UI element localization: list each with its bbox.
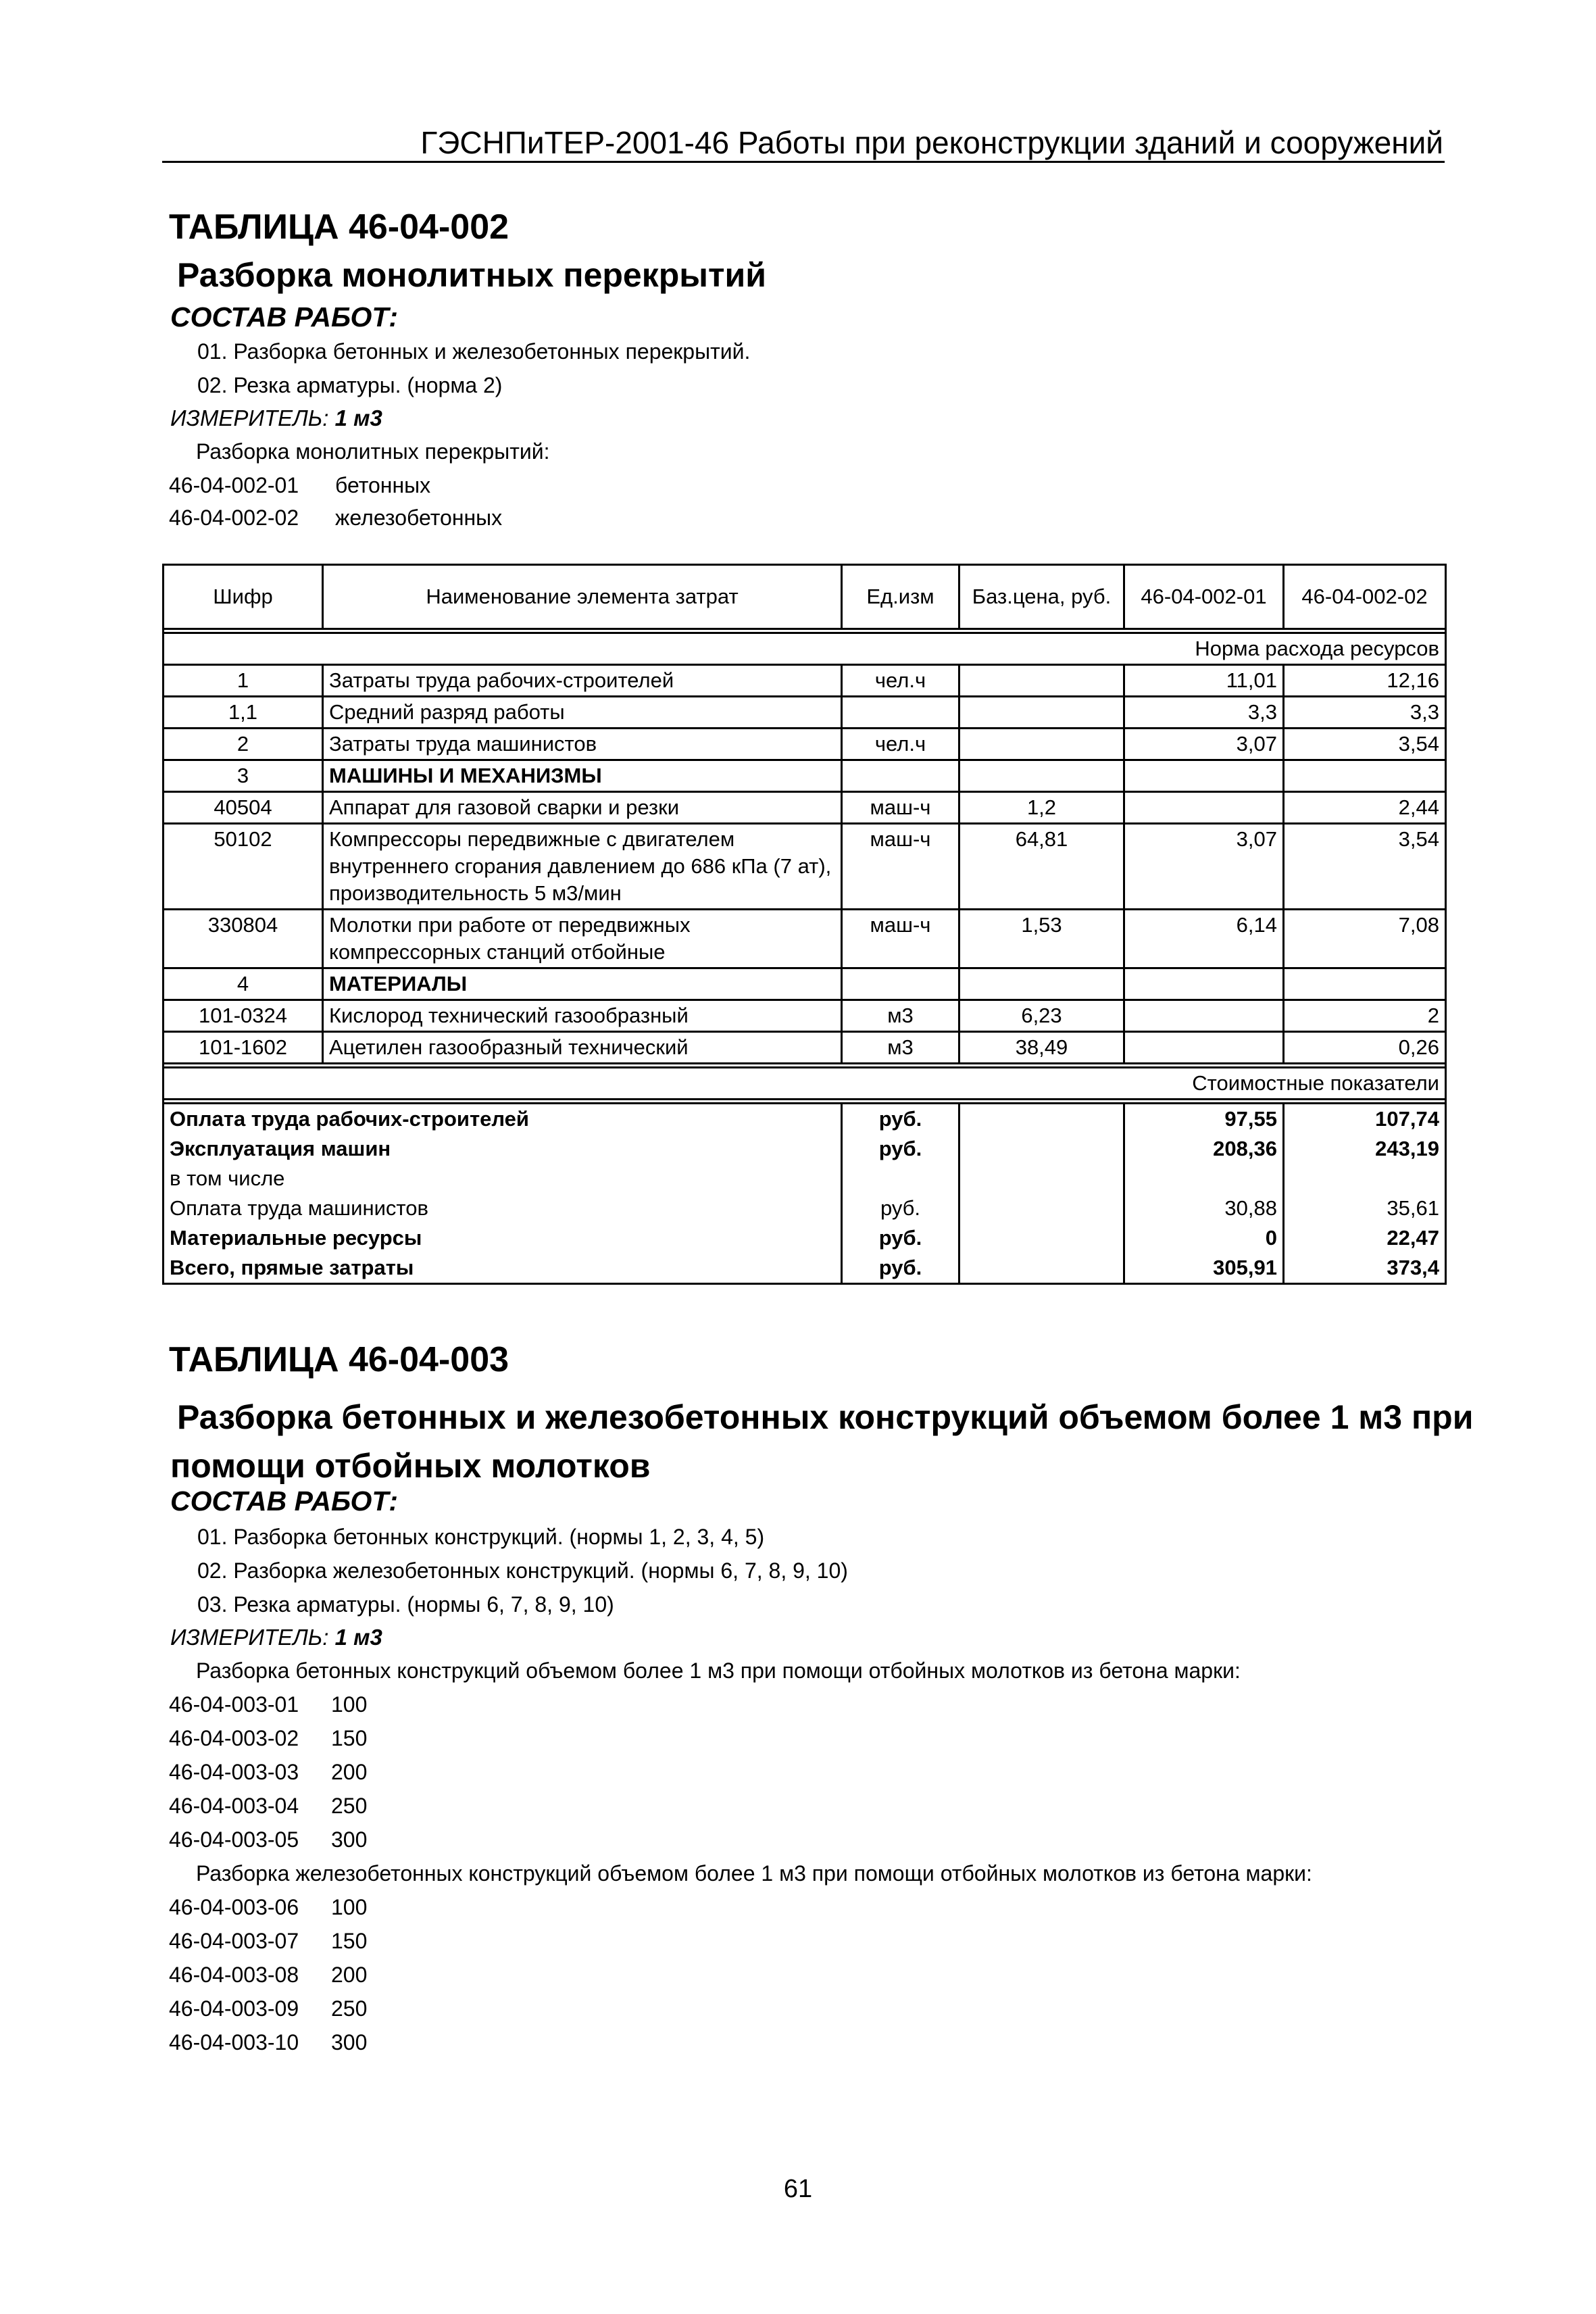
row-price: 38,49 — [959, 1032, 1124, 1064]
meter-label: ИЗМЕРИТЕЛЬ: — [170, 405, 329, 430]
row-value-02: 3,54 — [1284, 729, 1446, 760]
row-unit: м3 — [842, 1032, 959, 1064]
row-name: Затраты труда рабочих-строителей — [323, 665, 842, 697]
row-unit — [842, 760, 959, 792]
cost-value-02: 243,19 — [1284, 1134, 1446, 1164]
column-header: Ед.изм — [842, 565, 959, 629]
row-value-02: 7,08 — [1284, 910, 1446, 968]
cost-unit: руб. — [842, 1193, 959, 1223]
norm-header-row — [164, 633, 1446, 665]
concrete-grade: 200 — [331, 1760, 368, 1784]
row-value-01 — [1124, 1032, 1284, 1064]
concrete-grade: 150 — [331, 1726, 368, 1750]
table-row — [164, 760, 1446, 792]
table-row — [164, 729, 1446, 760]
row-value-02 — [1284, 760, 1446, 792]
row-value-02 — [1284, 968, 1446, 1000]
column-header: Шифр — [164, 565, 323, 629]
table-row — [164, 697, 1446, 729]
cost-unit: руб. — [842, 1104, 959, 1135]
cost-value-02: 107,74 — [1284, 1104, 1446, 1135]
table1-item-code: 46-04-002-01 — [169, 473, 299, 497]
running-header: ГЭСНПиТЕР-2001-46 Работы при реконструкции зданий и сооружений — [420, 125, 1443, 160]
cost-name: Оплата труда машинистов — [164, 1193, 842, 1223]
table1-item-code: 46-04-002-02 — [169, 506, 299, 530]
table1-intro: Разборка монолитных перекрытий: — [196, 439, 550, 464]
concrete-grade: 150 — [331, 1929, 368, 1953]
row-unit: чел.ч — [842, 729, 959, 760]
row-value-01: 3,3 — [1124, 697, 1284, 729]
row-code: 40504 — [164, 792, 323, 824]
column-header: 46-04-002-01 — [1124, 565, 1284, 629]
row-price: 1,53 — [959, 910, 1124, 968]
cost-row — [164, 1193, 1446, 1223]
cost-name: Материальные ресурсы — [164, 1223, 842, 1253]
row-value-01 — [1124, 968, 1284, 1000]
row-value-02: 2 — [1284, 1000, 1446, 1032]
row-value-01: 11,01 — [1124, 665, 1284, 697]
row-code: 50102 — [164, 824, 323, 910]
row-price — [959, 760, 1124, 792]
row-name: Молотки при работе от передвижных компрессорных станций отбойные — [323, 910, 842, 968]
cost-value-02: 35,61 — [1284, 1193, 1446, 1223]
resource-table — [162, 564, 1447, 1285]
row-value-01 — [1124, 792, 1284, 824]
cost-price — [959, 1193, 1124, 1223]
row-value-02: 12,16 — [1284, 665, 1446, 697]
cost-row — [164, 1164, 1446, 1193]
cost-price — [959, 1164, 1124, 1193]
row-value-01: 6,14 — [1124, 910, 1284, 968]
row-price: 1,2 — [959, 792, 1124, 824]
cost-row — [164, 1253, 1446, 1284]
norm-code: 46-04-003-09 — [169, 1996, 299, 2021]
table-row — [164, 665, 1446, 697]
row-unit: м3 — [842, 1000, 959, 1032]
cost-unit — [842, 1164, 959, 1193]
table-row — [164, 1000, 1446, 1032]
norm-code: 46-04-003-03 — [169, 1760, 299, 1784]
row-price — [959, 968, 1124, 1000]
table2-group1-intro: Разборка бетонных конструкций объемом более 1 м3 при помощи отбойных молотков из бетона марки: — [196, 1658, 1241, 1683]
row-unit: чел.ч — [842, 665, 959, 697]
cost-header: Стоимостные показатели — [164, 1068, 1446, 1100]
table-row — [164, 1032, 1446, 1064]
row-code: 330804 — [164, 910, 323, 968]
norm-code: 46-04-003-05 — [169, 1827, 299, 1852]
cost-value-01 — [1124, 1164, 1284, 1193]
row-unit: маш-ч — [842, 910, 959, 968]
concrete-grade: 300 — [331, 2030, 368, 2054]
table1-title: ТАБЛИЦА 46-04-002 — [169, 207, 509, 247]
table2-subtitle-line1: Разборка бетонных и железобетонных конструкций объемом более 1 м3 при — [177, 1398, 1474, 1436]
row-value-02: 2,44 — [1284, 792, 1446, 824]
cost-value-02: 22,47 — [1284, 1223, 1446, 1253]
cost-unit: руб. — [842, 1134, 959, 1164]
row-name: Средний разряд работы — [323, 697, 842, 729]
table1-item-name: железобетонных — [335, 506, 503, 530]
table1-work-02: 02. Резка арматуры. (норма 2) — [197, 373, 503, 397]
column-header: Баз.цена, руб. — [959, 565, 1124, 629]
concrete-grade: 250 — [331, 1996, 368, 2021]
cost-value-02: 373,4 — [1284, 1253, 1446, 1284]
table-row — [164, 824, 1446, 910]
cost-value-01: 30,88 — [1124, 1193, 1284, 1223]
norm-code: 46-04-003-02 — [169, 1726, 299, 1750]
row-code: 101-0324 — [164, 1000, 323, 1032]
row-value-01: 3,07 — [1124, 824, 1284, 910]
row-unit — [842, 968, 959, 1000]
row-price — [959, 697, 1124, 729]
cost-price — [959, 1104, 1124, 1135]
table2-work-03: 03. Резка арматуры. (нормы 6, 7, 8, 9, 10) — [197, 1592, 614, 1617]
cost-unit: руб. — [842, 1223, 959, 1253]
row-value-01 — [1124, 760, 1284, 792]
concrete-grade: 300 — [331, 1827, 368, 1852]
meter-unit: 1 м3 — [334, 1625, 382, 1650]
cost-row — [164, 1134, 1446, 1164]
cost-name: Оплата труда рабочих-строителей — [164, 1104, 842, 1135]
row-code: 101-1602 — [164, 1032, 323, 1064]
row-name: Компрессоры передвижные с двигателем внутреннего сгорания давлением до 686 кПа (7 ат), производительность 5 м3/мин — [323, 824, 842, 910]
table2-composition-heading: СОСТАВ РАБОТ: — [170, 1485, 399, 1517]
cost-value-01: 305,91 — [1124, 1253, 1284, 1284]
cost-unit: руб. — [842, 1253, 959, 1284]
row-unit: маш-ч — [842, 824, 959, 910]
cost-row — [164, 1104, 1446, 1135]
cost-row — [164, 1223, 1446, 1253]
column-header: Наименование элемента затрат — [323, 565, 842, 629]
table2-subtitle-line2: помощи отбойных молотков — [170, 1447, 651, 1485]
cost-price — [959, 1253, 1124, 1284]
row-code: 1,1 — [164, 697, 323, 729]
cost-value-01: 0 — [1124, 1223, 1284, 1253]
row-name: Кислород технический газообразный — [323, 1000, 842, 1032]
row-name: Затраты труда машинистов — [323, 729, 842, 760]
norm-code: 46-04-003-10 — [169, 2030, 299, 2054]
cost-value-02 — [1284, 1164, 1446, 1193]
row-price — [959, 665, 1124, 697]
row-unit — [842, 697, 959, 729]
cost-value-01: 97,55 — [1124, 1104, 1284, 1135]
row-price: 6,23 — [959, 1000, 1124, 1032]
table-row — [164, 792, 1446, 824]
section-name: МАШИНЫ И МЕХАНИЗМЫ — [323, 760, 842, 792]
section-name: МАТЕРИАЛЫ — [323, 968, 842, 1000]
table1-subtitle: Разборка монолитных перекрытий — [177, 256, 766, 294]
concrete-grade: 100 — [331, 1895, 368, 1919]
table1-item-name: бетонных — [335, 473, 431, 497]
row-name: Аппарат для газовой сварки и резки — [323, 792, 842, 824]
row-value-01: 3,07 — [1124, 729, 1284, 760]
table1-meter — [170, 405, 382, 431]
norm-code: 46-04-003-01 — [169, 1692, 299, 1717]
page-number: 61 — [783, 2175, 813, 2203]
row-value-02: 3,3 — [1284, 697, 1446, 729]
cost-name: Всего, прямые затраты — [164, 1253, 842, 1284]
cost-name: Эксплуатация машин — [164, 1134, 842, 1164]
row-value-01 — [1124, 1000, 1284, 1032]
table1-composition-heading: СОСТАВ РАБОТ: — [170, 301, 399, 333]
column-header: 46-04-002-02 — [1284, 565, 1446, 629]
table2-group2-intro: Разборка железобетонных конструкций объемом более 1 м3 при помощи отбойных молотков из бетона марки: — [196, 1861, 1312, 1886]
table2-title: ТАБЛИЦА 46-04-003 — [169, 1340, 509, 1379]
table-header-row — [164, 565, 1446, 629]
concrete-grade: 250 — [331, 1794, 368, 1818]
table-row — [164, 968, 1446, 1000]
meter-label: ИЗМЕРИТЕЛЬ: — [170, 1625, 329, 1650]
table2-meter — [170, 1625, 382, 1650]
row-price — [959, 729, 1124, 760]
concrete-grade: 200 — [331, 1963, 368, 1987]
row-name: Ацетилен газообразный технический — [323, 1032, 842, 1064]
table2-work-02: 02. Разборка железобетонных конструкций. (нормы 6, 7, 8, 9, 10) — [197, 1558, 848, 1583]
meter-unit: 1 м3 — [334, 405, 382, 430]
row-price: 64,81 — [959, 824, 1124, 910]
table-row — [164, 910, 1446, 968]
norm-code: 46-04-003-06 — [169, 1895, 299, 1919]
row-value-02: 0,26 — [1284, 1032, 1446, 1064]
cost-price — [959, 1223, 1124, 1253]
cost-value-01: 208,36 — [1124, 1134, 1284, 1164]
cost-header-row — [164, 1068, 1446, 1100]
row-code: 2 — [164, 729, 323, 760]
norm-header: Норма расхода ресурсов — [164, 633, 1446, 665]
norm-code: 46-04-003-04 — [169, 1794, 299, 1818]
header-rule — [162, 161, 1445, 163]
norm-code: 46-04-003-07 — [169, 1929, 299, 1953]
row-value-02: 3,54 — [1284, 824, 1446, 910]
concrete-grade: 100 — [331, 1692, 368, 1717]
cost-name: в том числе — [164, 1164, 842, 1193]
table2-work-01: 01. Разборка бетонных конструкций. (нормы 1, 2, 3, 4, 5) — [197, 1525, 765, 1549]
row-code: 4 — [164, 968, 323, 1000]
row-code: 3 — [164, 760, 323, 792]
table1-work-01: 01. Разборка бетонных и железобетонных перекрытий. — [197, 339, 751, 364]
row-code: 1 — [164, 665, 323, 697]
norm-code: 46-04-003-08 — [169, 1963, 299, 1987]
row-unit: маш-ч — [842, 792, 959, 824]
cost-price — [959, 1134, 1124, 1164]
